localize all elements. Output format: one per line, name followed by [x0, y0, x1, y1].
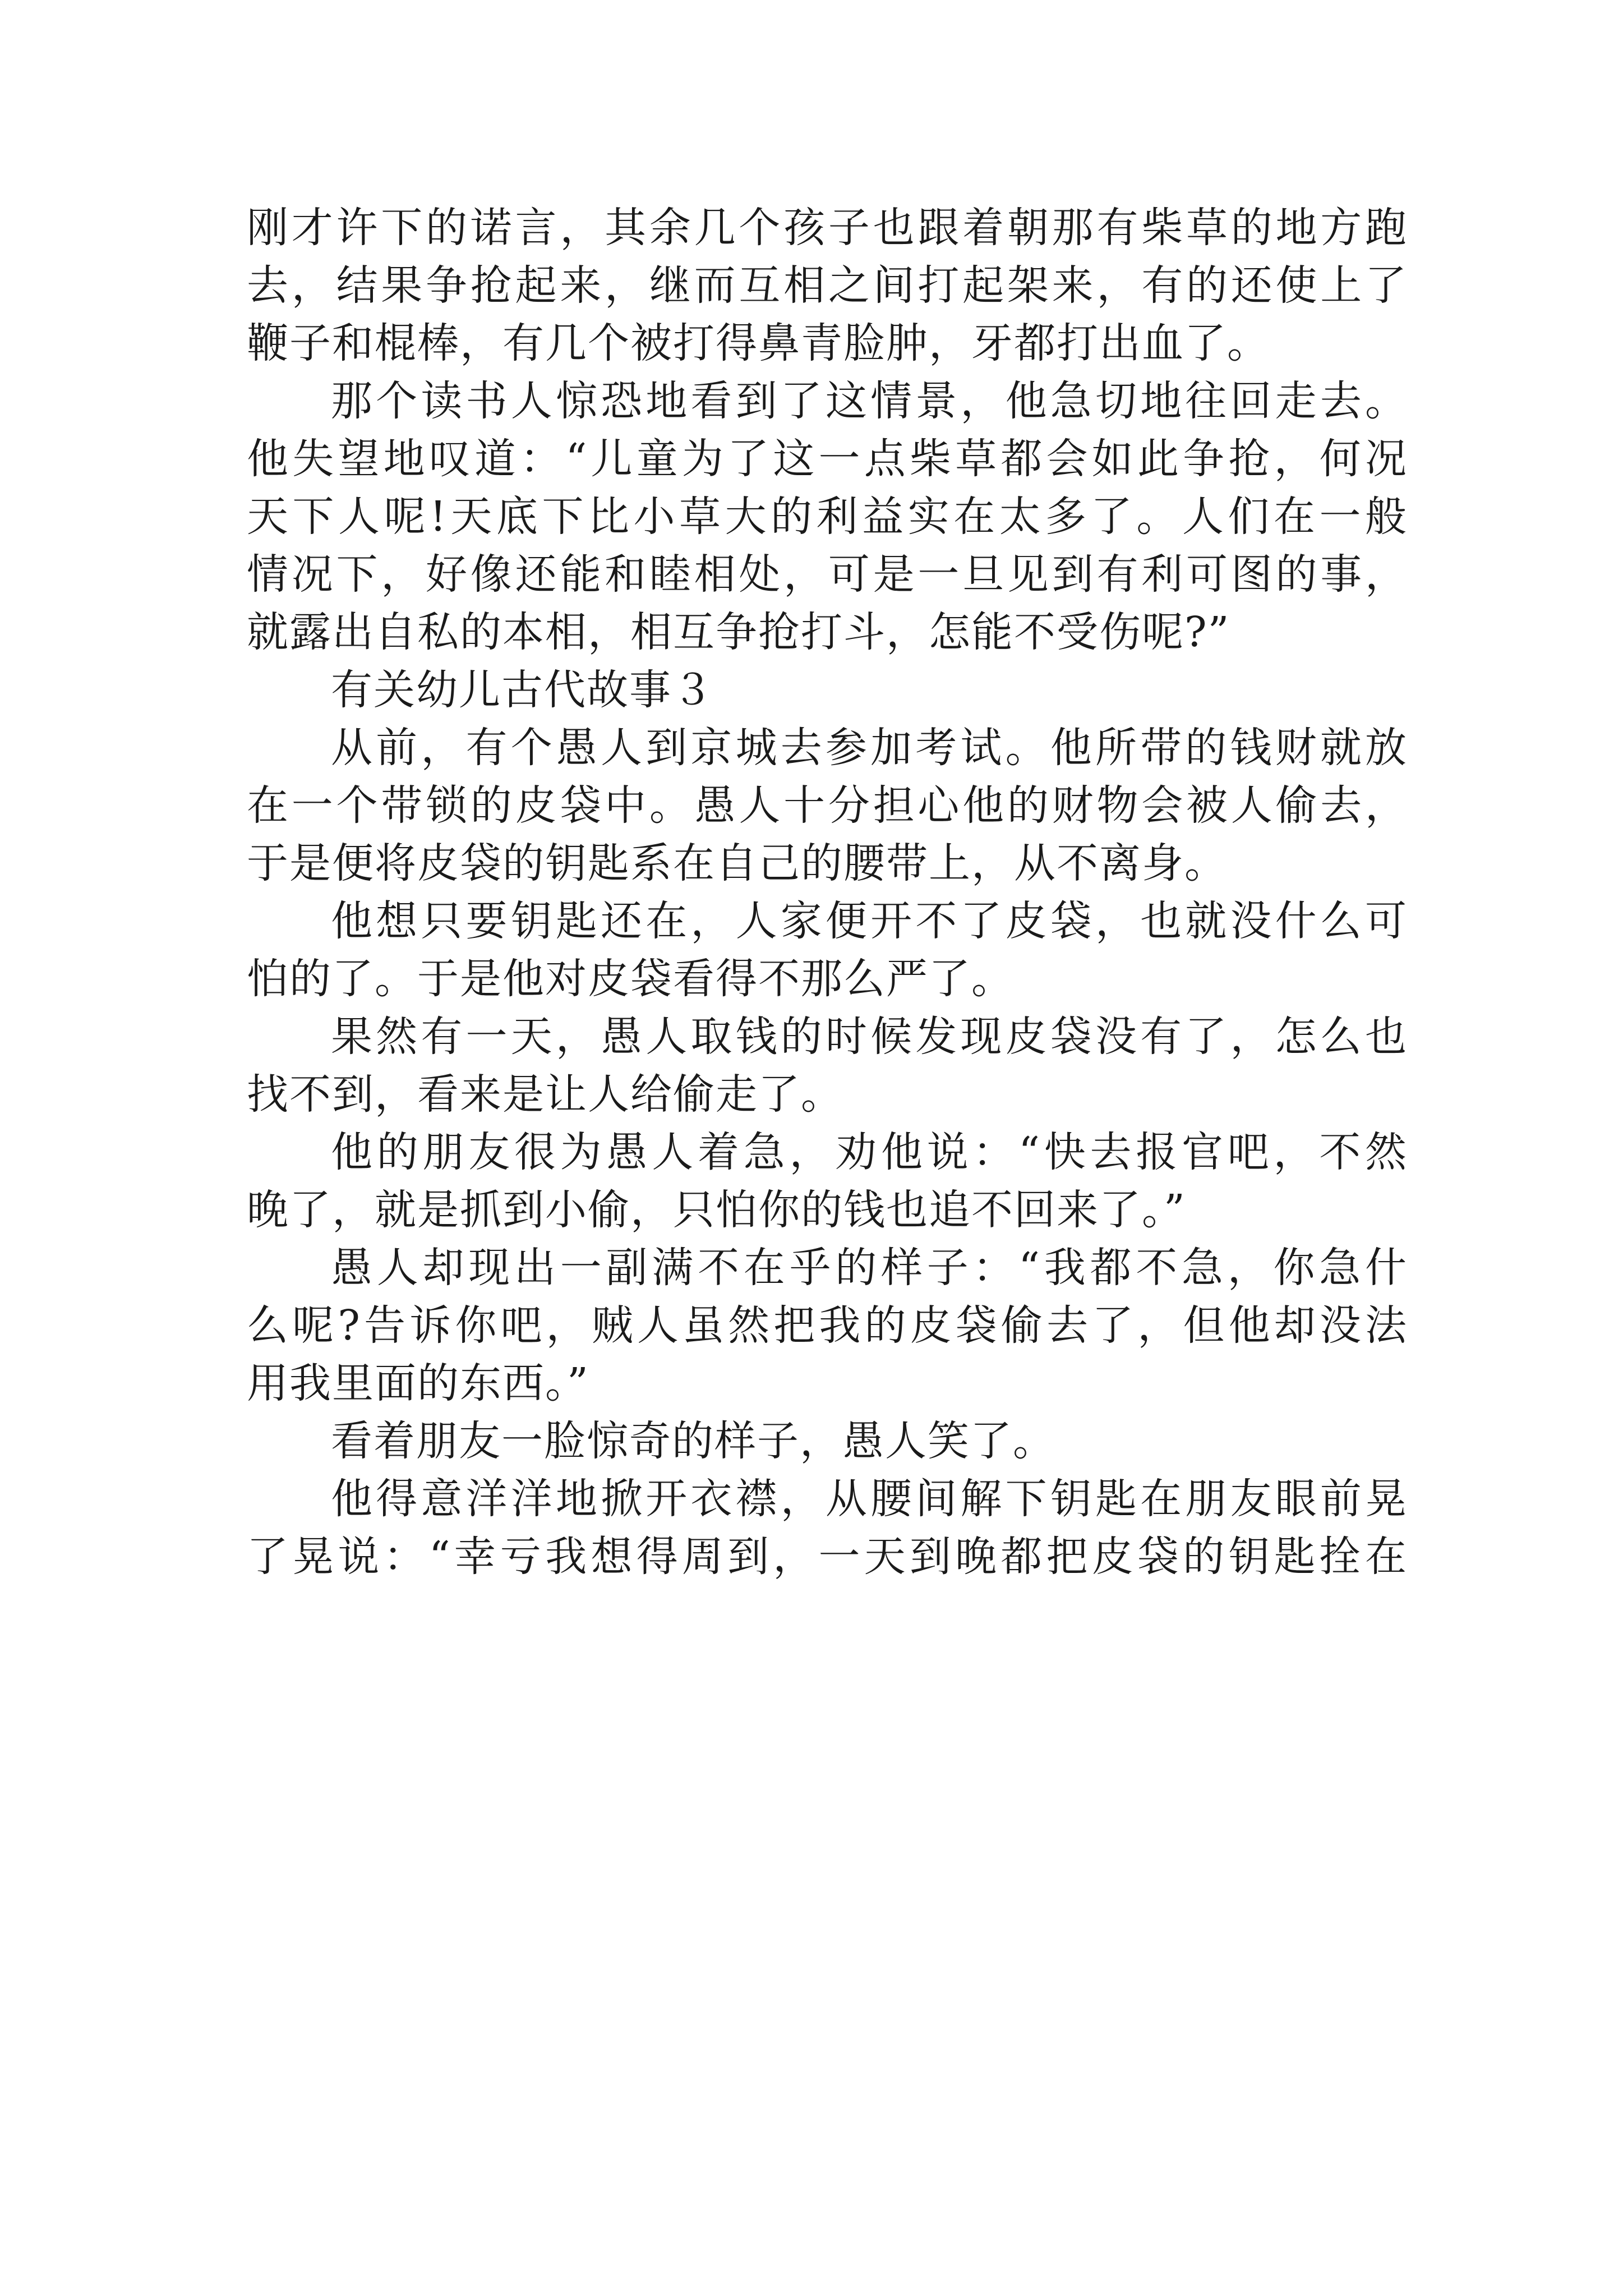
- text-line: 找不到，看来是让人给偷走了。: [247, 1070, 843, 1119]
- text-line: 晚了，就是抓到小偷，只怕你的钱也追不回来了。”: [247, 1186, 1186, 1234]
- document-body: [247, 199, 1408, 1586]
- text-line: 了晃说：“幸亏我想得周到，一天到晚都把皮袋的钥匙拴在: [247, 1533, 1408, 1581]
- text-line: 愚人却现出一副满不在乎的样子：“我都不急，你急什: [331, 1244, 1408, 1292]
- text-line: 天下人呢!天底下比小草大的利益实在太多了。人们在一般: [247, 493, 1408, 541]
- text-line: 从前，有个愚人到京城去参加考试。他所带的钱财就放: [331, 724, 1408, 772]
- text-line: 他想只要钥匙还在，人家便开不了皮袋，也就没什么可: [331, 897, 1408, 945]
- text-line: 他失望地叹道：“儿童为了这一点柴草都会如此争抢，何况: [247, 435, 1408, 483]
- text-line: 看着朋友一脸惊奇的样子，愚人笑了。: [331, 1417, 1055, 1465]
- text-line: 刚才许下的诺言，其余几个孩子也跟着朝那有柴草的地方跑: [247, 204, 1408, 252]
- text-line: 他得意洋洋地掀开衣襟，从腰间解下钥匙在朋友眼前晃: [331, 1475, 1408, 1523]
- text-line: 果然有一天，愚人取钱的时候发现皮袋没有了，怎么也: [331, 1013, 1408, 1061]
- text-line: 情况下，好像还能和睦相处，可是一旦见到有利可图的事，: [247, 550, 1408, 599]
- section-heading: 有关幼儿古代故事３: [331, 666, 714, 714]
- text-line: 么呢?告诉你吧，贼人虽然把我的皮袋偷去了，但他却没法: [247, 1301, 1408, 1350]
- text-line: 怕的了。于是他对皮袋看得不那么严了。: [247, 955, 1014, 1003]
- text-line: 他的朋友很为愚人着急，劝他说：“快去报官吧，不然: [331, 1128, 1408, 1176]
- text-line: 就露出自私的本相，相互争抢打斗，怎能不受伤呢?”: [247, 608, 1230, 656]
- text-line: 在一个带锁的皮袋中。愚人十分担心他的财物会被人偷去，: [247, 781, 1408, 830]
- text-line: 那个读书人惊恐地看到了这情景，他急切地往回走去。: [331, 377, 1408, 425]
- text-line: 鞭子和棍棒，有几个被打得鼻青脸肿，牙都打出血了。: [247, 319, 1270, 367]
- text-line: 于是便将皮袋的钥匙系在自己的腰带上，从不离身。: [247, 839, 1227, 887]
- text-line: 用我里面的东西。”: [247, 1359, 589, 1407]
- text-line: 去，结果争抢起来，继而互相之间打起架来，有的还使上了: [247, 261, 1408, 310]
